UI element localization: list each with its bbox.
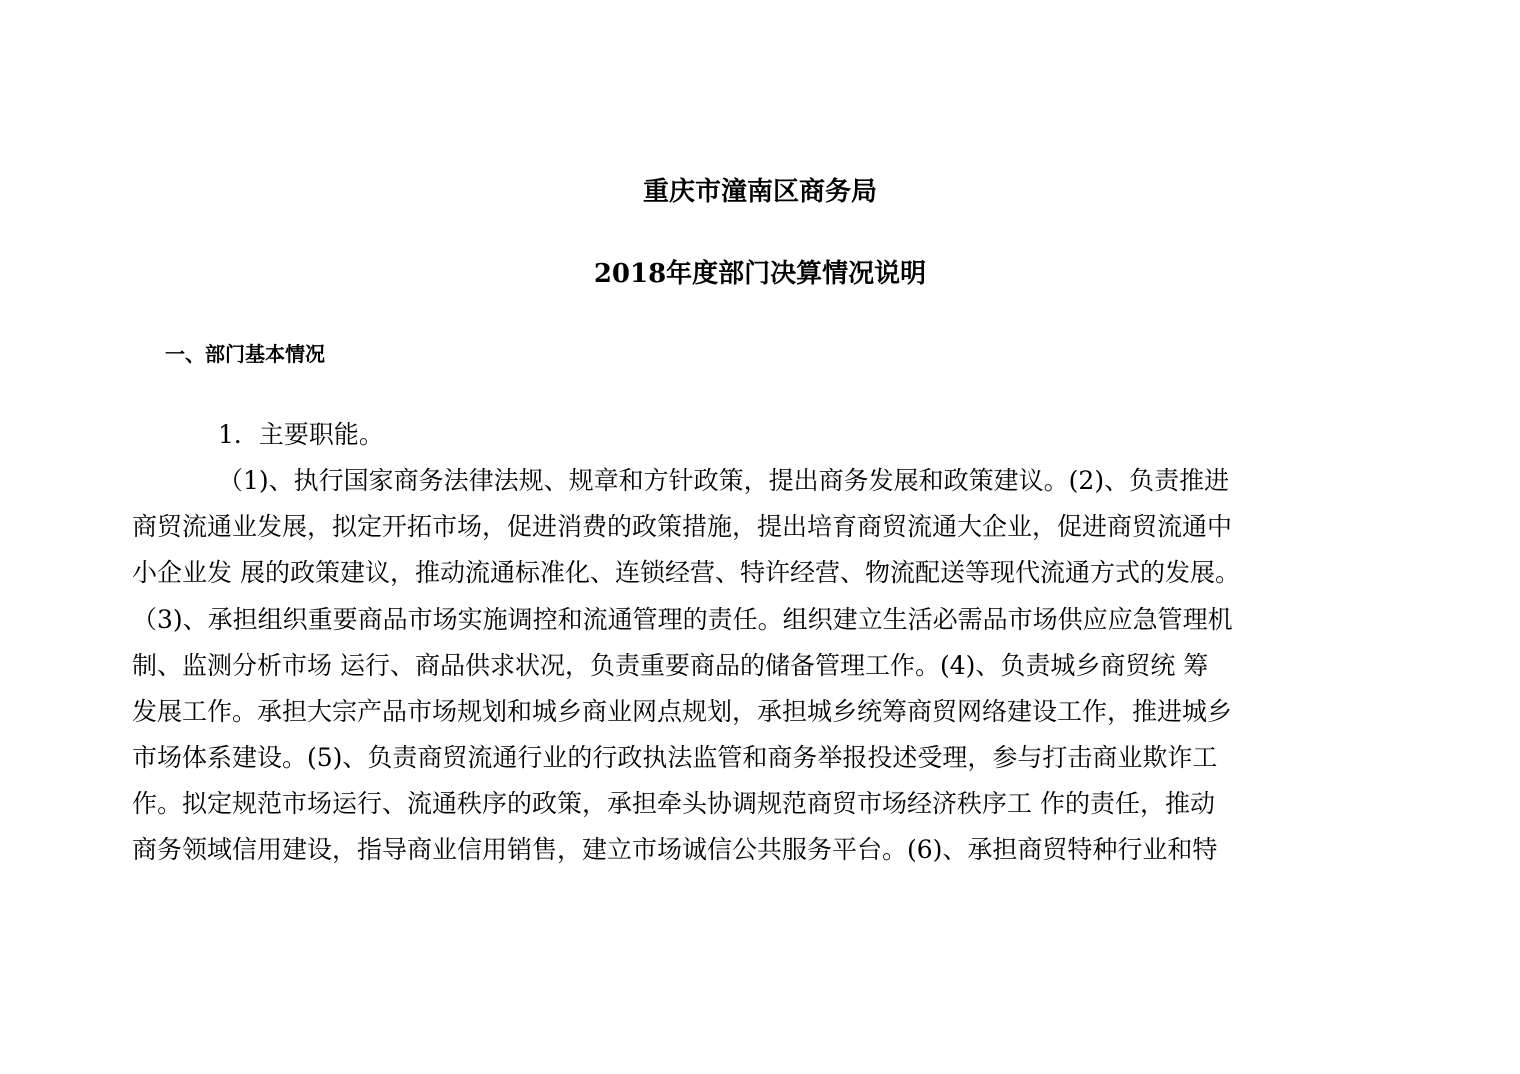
body-line: 发展工作。承担大宗产品市场规划和城乡商业网点规划，承担城乡统筹商贸网络建设工作，推进城乡 (132, 697, 1233, 726)
body-line: 市场体系建设。(5)、负责商贸流通行业的行政执法监管和商务举报投述受理，参与打击商业欺诈工 (132, 743, 1218, 772)
body-line: 商贸流通业发展，拟定开拓市场，促进消费的政策措施，提出培育商贸流通大企业，促进商贸流通中 (132, 512, 1233, 541)
body-line: （1)、执行国家商务法律法规、规章和方针政策，提出商务发展和政策建议。(2)、负责推进 (218, 466, 1230, 495)
body-line: 作。拟定规范市场运行、流通秩序的政策，承担牵头协调规范商贸市场经济秩序工 作的责任，推动 (132, 789, 1215, 818)
body-line: 制、监测分析市场 运行、商品供求状况，负责重要商品的储备管理工作。(4)、负责城乡商贸统 筹 (132, 651, 1209, 680)
body-line: 小企业发 展的政策建议，推动流通标准化、连锁经营、特许经营、物流配送等现代流通方式的发展。 (132, 558, 1240, 587)
body-line: （3)、承担组织重要商品市场实施调控和流通管理的责任。组织建立生活必需品市场供应应急管理机 (132, 605, 1233, 634)
body-line: 商务领域信用建设，指导商业信用销售，建立市场诚信公共服务平台。(6)、承担商贸特种行业和特 (132, 835, 1218, 864)
document-subtitle: 2018年度部门决算情况说明 (593, 259, 927, 289)
subheading-main-functions: 1．主要职能。 (218, 420, 384, 449)
document-title: 重庆市潼南区商务局 (642, 177, 877, 207)
section-heading: 一、部门基本情况 (165, 342, 325, 366)
